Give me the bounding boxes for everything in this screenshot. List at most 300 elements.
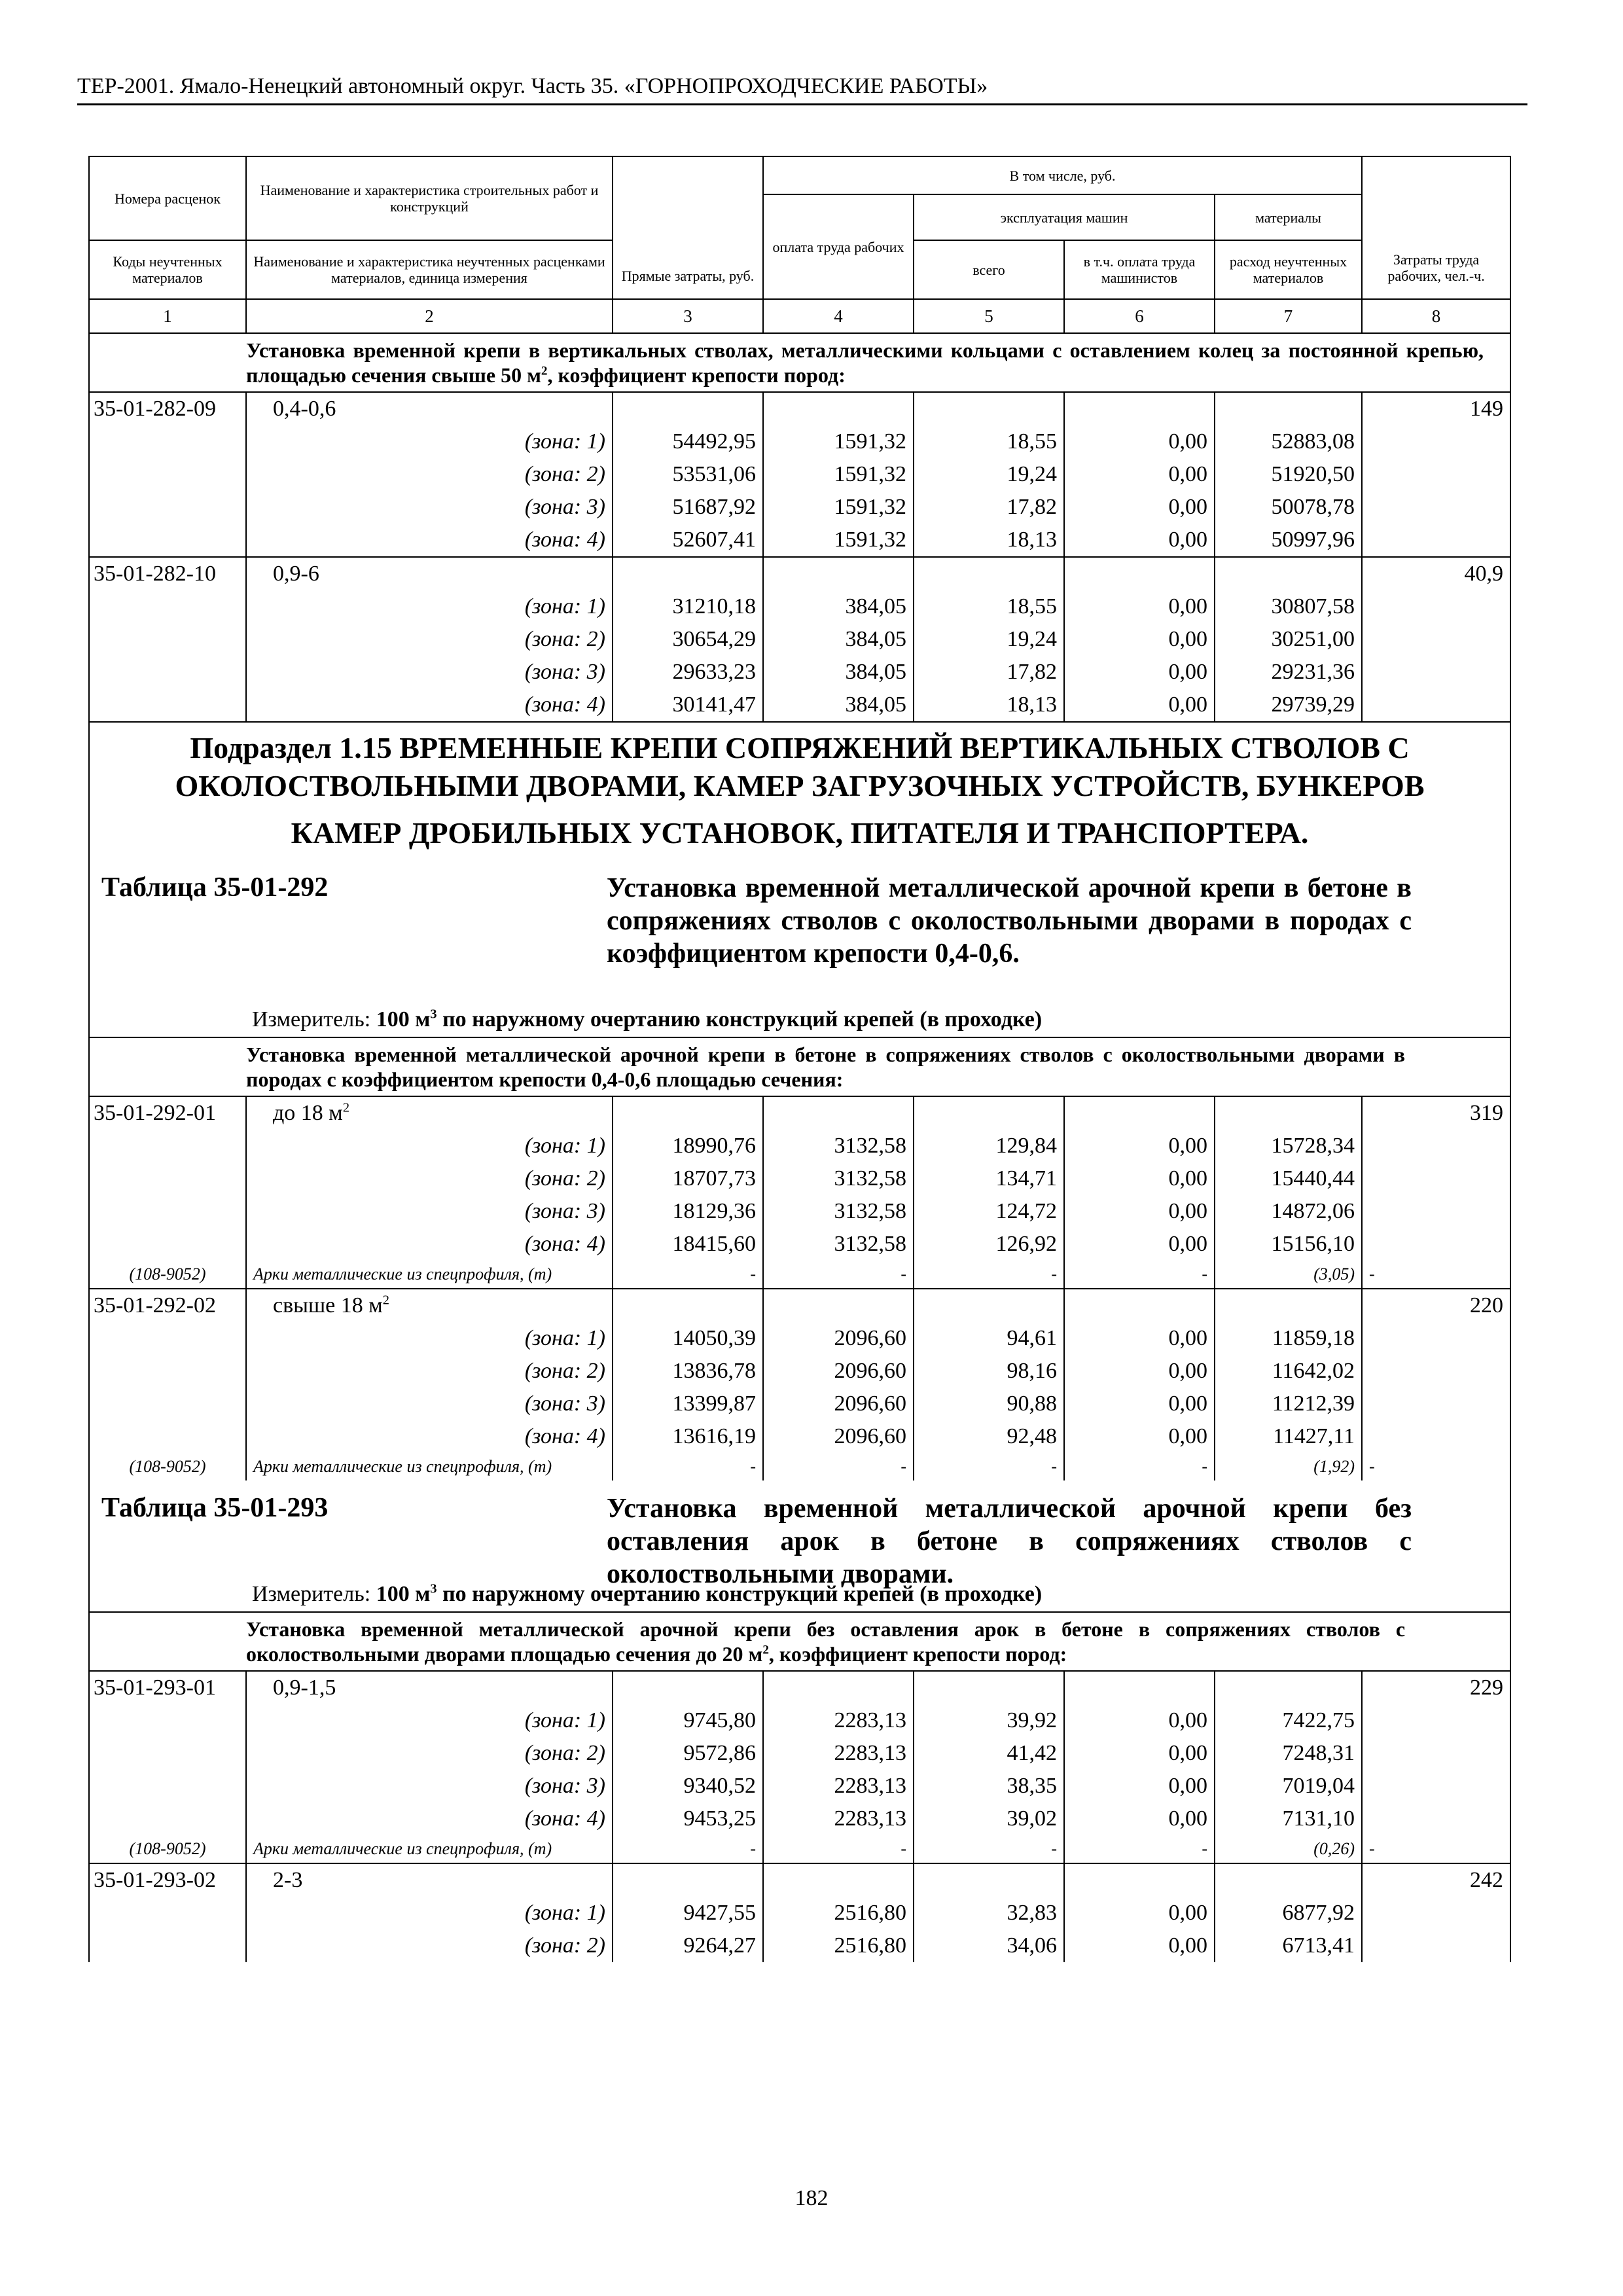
material-code: (108-9052) [89, 1261, 246, 1289]
zone-label: (зона: 4) [246, 1228, 613, 1261]
col-number: 6 [1064, 299, 1215, 333]
material-qty: (0,26) [1215, 1835, 1362, 1863]
empty-cell [763, 557, 914, 590]
labor-cost: 319 [1362, 1096, 1510, 1130]
price-code: 35-01-282-09 [89, 392, 246, 425]
col-matcode-header: Коды неучтенных материалов [89, 240, 246, 299]
empty-cell [1064, 557, 1215, 590]
materials-cost: 30251,00 [1215, 623, 1362, 656]
machinist-pay: 0,00 [1064, 1322, 1215, 1355]
col-mach-header: всего [914, 240, 1064, 299]
zone-label: (зона: 3) [246, 491, 613, 524]
direct-cost: 18990,76 [613, 1130, 763, 1162]
direct-cost: 9427,55 [613, 1897, 763, 1929]
empty-cell [1215, 1671, 1362, 1704]
worker-pay: 3132,58 [763, 1130, 914, 1162]
direct-cost: 53531,06 [613, 458, 763, 491]
materials-cost: 6713,41 [1215, 1929, 1362, 1962]
materials-cost: 29231,36 [1215, 656, 1362, 689]
worker-pay: 2516,80 [763, 1897, 914, 1929]
price-code: 35-01-293-01 [89, 1671, 246, 1704]
zone-label: (зона: 2) [246, 1929, 613, 1962]
machinist-pay: 0,00 [1064, 1770, 1215, 1803]
zone-label: (зона: 1) [246, 1897, 613, 1929]
worker-pay: 384,05 [763, 623, 914, 656]
empty-cell [1362, 1704, 1510, 1737]
table-title: Установка временной металлической арочной крепи без оставления арок в бетоне в сопряжениях стволов с околоствольными дворами. [607, 1494, 1412, 1589]
direct-cost: 9572,86 [613, 1737, 763, 1770]
table-row [89, 1162, 1510, 1195]
worker-pay: 2096,60 [763, 1355, 914, 1388]
col-direct-header: Прямые затраты, руб. [613, 156, 763, 299]
empty-cell [1362, 425, 1510, 458]
group-title: Установка временной металлической арочной крепи в бетоне в сопряжениях стволов с околоствольными дворами в породах с коэффициентом крепости 0,4-0,6 площадью сечения: [246, 1037, 1510, 1096]
zone-label: (зона: 3) [246, 656, 613, 689]
direct-cost: 9453,25 [613, 1803, 763, 1835]
empty-cell [89, 1770, 246, 1803]
worker-pay: 2283,13 [763, 1737, 914, 1770]
page-number: 182 [794, 2186, 829, 2210]
direct-cost: 18415,60 [613, 1228, 763, 1261]
table-row [89, 1130, 1510, 1162]
table-row [89, 656, 1510, 689]
table-row [89, 1289, 1510, 1322]
worker-pay: 3132,58 [763, 1162, 914, 1195]
direct-cost: 30654,29 [613, 623, 763, 656]
machinist-pay: 0,00 [1064, 1195, 1215, 1228]
col-number: 4 [763, 299, 914, 333]
table-row [89, 1704, 1510, 1737]
table-row [89, 1195, 1510, 1228]
dash-cell: - [914, 1835, 1064, 1863]
empty-cell [89, 425, 246, 458]
price-code: 35-01-292-02 [89, 1289, 246, 1322]
dash-cell: - [1064, 1453, 1215, 1480]
worker-pay: 2096,60 [763, 1388, 914, 1420]
empty-cell [89, 623, 246, 656]
empty-cell [1215, 557, 1362, 590]
empty-cell [89, 590, 246, 623]
machinist-pay: 0,00 [1064, 1162, 1215, 1195]
empty-cell [89, 689, 246, 722]
empty-cell [1362, 491, 1510, 524]
empty-cell [89, 524, 246, 557]
material-name: Арки металлические из спецпрофиля, (т) [246, 1261, 613, 1289]
meter-line [252, 1007, 1042, 1033]
meter-label: Измеритель: [252, 1007, 371, 1031]
machinist-pay: 0,00 [1064, 1704, 1215, 1737]
empty-cell [613, 1671, 763, 1704]
empty-cell [613, 392, 763, 425]
table-row [89, 1770, 1510, 1803]
worker-pay: 384,05 [763, 689, 914, 722]
zone-label: (зона: 4) [246, 1420, 613, 1453]
direct-cost: 9340,52 [613, 1770, 763, 1803]
direct-cost: 54492,95 [613, 425, 763, 458]
empty-cell [1362, 623, 1510, 656]
empty-cell [1064, 392, 1215, 425]
materials-cost: 7422,75 [1215, 1704, 1362, 1737]
table-number: Таблица 35-01-292 [101, 872, 329, 903]
empty-cell [1362, 1929, 1510, 1962]
table-row [89, 1228, 1510, 1261]
empty-cell [89, 656, 246, 689]
empty-cell [89, 1228, 246, 1261]
dash-cell: - [1064, 1835, 1215, 1863]
empty-cell [1362, 1420, 1510, 1453]
worker-pay: 1591,32 [763, 491, 914, 524]
table-293-block [89, 1480, 1510, 1671]
page-header: ТЕР-2001. Ямало-Ненецкий автономный округ. Часть 35. «ГОРНОПРОХОДЧЕСКИЕ РАБОТЫ» [77, 73, 1527, 105]
col-number: 5 [914, 299, 1064, 333]
meter-label: Измеритель: [252, 1582, 371, 1606]
empty-cell [1064, 1863, 1215, 1897]
machine-cost: 18,55 [914, 425, 1064, 458]
empty-cell [1362, 1737, 1510, 1770]
materials-cost: 7019,04 [1215, 1770, 1362, 1803]
materials-cost: 30807,58 [1215, 590, 1362, 623]
machine-cost: 18,13 [914, 524, 1064, 557]
direct-cost: 30141,47 [613, 689, 763, 722]
machine-cost: 98,16 [914, 1355, 1064, 1388]
materials-cost: 15728,34 [1215, 1130, 1362, 1162]
worker-pay: 384,05 [763, 656, 914, 689]
zone-label: (зона: 3) [246, 1770, 613, 1803]
work-name: 2-3 [246, 1863, 613, 1897]
col-number: 7 [1215, 299, 1362, 333]
materials-cost: 7248,31 [1215, 1737, 1362, 1770]
table-row [89, 1388, 1510, 1420]
empty-cell [1215, 392, 1362, 425]
table-row [89, 1863, 1510, 1897]
empty-cell [763, 1289, 914, 1322]
direct-cost: 31210,18 [613, 590, 763, 623]
table-row [89, 1096, 1510, 1130]
zone-label: (зона: 1) [246, 1322, 613, 1355]
empty-cell [914, 392, 1064, 425]
dash-cell: - [613, 1261, 763, 1289]
worker-pay: 2283,13 [763, 1770, 914, 1803]
machine-cost: 19,24 [914, 458, 1064, 491]
empty-cell [1215, 1096, 1362, 1130]
empty-cell [763, 392, 914, 425]
dash-cell: - [1362, 1453, 1510, 1480]
material-qty: (3,05) [1215, 1261, 1362, 1289]
zone-label: (зона: 4) [246, 689, 613, 722]
worker-pay: 384,05 [763, 590, 914, 623]
group-282-items [89, 392, 1510, 722]
dash-cell: - [763, 1261, 914, 1289]
empty-cell [89, 1420, 246, 1453]
worker-pay: 2516,80 [763, 1929, 914, 1962]
machine-cost: 41,42 [914, 1737, 1064, 1770]
worker-pay: 2096,60 [763, 1420, 914, 1453]
labor-cost: 220 [1362, 1289, 1510, 1322]
direct-cost: 51687,92 [613, 491, 763, 524]
worker-pay: 2283,13 [763, 1803, 914, 1835]
empty-cell [1362, 1355, 1510, 1388]
empty-cell [89, 1929, 246, 1962]
col-number: 1 [89, 299, 246, 333]
meter-value: 100 $м^3$ по наружному очертанию конструкций крепей (в проходке) [376, 1007, 1043, 1031]
empty-cell [89, 1195, 246, 1228]
dash-cell: - [763, 1453, 914, 1480]
subsection-title: Подраздел 1.15 ВРЕМЕННЫЕ КРЕПИ СОПРЯЖЕНИЙ ВЕРТИКАЛЬНЫХ СТВОЛОВ С ОКОЛОСТВОЛЬНЫМИ ДВОРАМИ, КАМЕР ЗАГРУЗОЧНЫХ УСТРОЙСТВ, БУНКЕРОВ [175, 731, 1425, 802]
machinist-pay: 0,00 [1064, 689, 1215, 722]
empty-cell [1362, 1195, 1510, 1228]
empty-cell [914, 1289, 1064, 1322]
materials-cost: 7131,10 [1215, 1803, 1362, 1835]
machine-cost: 17,82 [914, 491, 1064, 524]
material-row [89, 1453, 1510, 1480]
table-row [89, 623, 1510, 656]
col-number: 2 [246, 299, 613, 333]
machinist-pay: 0,00 [1064, 623, 1215, 656]
machine-cost: 129,84 [914, 1130, 1064, 1162]
direct-cost: 14050,39 [613, 1322, 763, 1355]
machine-cost: 19,24 [914, 623, 1064, 656]
zone-label: (зона: 1) [246, 590, 613, 623]
table-row [89, 1355, 1510, 1388]
price-code: 35-01-292-01 [89, 1096, 246, 1130]
materials-cost: 52883,08 [1215, 425, 1362, 458]
work-name: 0,9-1,5 [246, 1671, 613, 1704]
zone-label: (зона: 2) [246, 458, 613, 491]
col-machpay-header: в т.ч. оплата труда машинистов [1064, 240, 1215, 299]
col-labor-header: Затраты труда рабочих, чел.-ч. [1362, 156, 1510, 299]
direct-cost: 18707,73 [613, 1162, 763, 1195]
table-row [89, 1897, 1510, 1929]
machine-cost: 134,71 [914, 1162, 1064, 1195]
worker-pay: 2096,60 [763, 1322, 914, 1355]
work-name: 0,4-0,6 [246, 392, 613, 425]
machine-cost: 18,55 [914, 590, 1064, 623]
machinist-pay: 0,00 [1064, 590, 1215, 623]
materials-cost: 11212,39 [1215, 1388, 1362, 1420]
machinist-pay: 0,00 [1064, 491, 1215, 524]
table-row [89, 590, 1510, 623]
price-code: 35-01-293-02 [89, 1863, 246, 1897]
table-row [89, 1803, 1510, 1835]
direct-cost: 13616,19 [613, 1420, 763, 1453]
empty-cell [1362, 1228, 1510, 1261]
table-row [89, 1671, 1510, 1704]
materials-cost: 6877,92 [1215, 1897, 1362, 1929]
empty-cell [914, 1671, 1064, 1704]
col-machines-header: эксплуатация машин [914, 194, 1215, 240]
work-name: свыше 18 $м^2$ [246, 1289, 613, 1322]
table-number: Таблица 35-01-293 [101, 1493, 329, 1523]
table-293-heading [90, 1480, 1510, 1611]
table-293-items [89, 1671, 1510, 1962]
machinist-pay: 0,00 [1064, 656, 1215, 689]
machinist-pay: 0,00 [1064, 1388, 1215, 1420]
worker-pay: 1591,32 [763, 524, 914, 557]
empty-cell [1362, 524, 1510, 557]
worker-pay: 3132,58 [763, 1195, 914, 1228]
labor-cost: 149 [1362, 392, 1510, 425]
machinist-pay: 0,00 [1064, 524, 1215, 557]
work-name: до 18 $м^2$ [246, 1096, 613, 1130]
table-row [89, 1737, 1510, 1770]
col-codes-header: Номера расценок [89, 156, 246, 240]
empty-cell [1064, 1289, 1215, 1322]
materials-cost: 11859,18 [1215, 1322, 1362, 1355]
machinist-pay: 0,00 [1064, 1130, 1215, 1162]
empty-cell [1362, 689, 1510, 722]
empty-cell [89, 1130, 246, 1162]
table-row [89, 458, 1510, 491]
col-matname-header: Наименование и характеристика неучтенных расценками материалов, единица измерения [246, 240, 613, 299]
empty-cell [1064, 1096, 1215, 1130]
machine-cost: 124,72 [914, 1195, 1064, 1228]
direct-cost: 13399,87 [613, 1388, 763, 1420]
zone-label: (зона: 1) [246, 1130, 613, 1162]
zone-label: (зона: 4) [246, 1803, 613, 1835]
empty-cell [914, 1863, 1064, 1897]
zone-label: (зона: 2) [246, 1355, 613, 1388]
dash-cell: - [613, 1453, 763, 1480]
labor-cost: 40,9 [1362, 557, 1510, 590]
empty-cell [1362, 590, 1510, 623]
dash-cell: - [914, 1453, 1064, 1480]
empty-cell [613, 1096, 763, 1130]
empty-cell [1362, 1897, 1510, 1929]
machine-cost: 17,82 [914, 656, 1064, 689]
dash-cell: - [1064, 1261, 1215, 1289]
empty-cell [763, 1863, 914, 1897]
empty-cell [613, 1863, 763, 1897]
empty-cell [1362, 1322, 1510, 1355]
empty-cell [613, 557, 763, 590]
empty-cell [89, 1162, 246, 1195]
empty-cell [613, 1289, 763, 1322]
zone-label: (зона: 4) [246, 524, 613, 557]
empty-cell [1362, 1130, 1510, 1162]
machinist-pay: 0,00 [1064, 425, 1215, 458]
empty-cell [89, 1355, 246, 1388]
empty-cell [1362, 1162, 1510, 1195]
price-table-sheet [88, 156, 1510, 1962]
machine-cost: 39,02 [914, 1803, 1064, 1835]
direct-cost: 13836,78 [613, 1355, 763, 1388]
material-row [89, 1835, 1510, 1863]
zone-label: (зона: 2) [246, 1737, 613, 1770]
empty-cell [89, 491, 246, 524]
empty-cell [89, 1704, 246, 1737]
machinist-pay: 0,00 [1064, 1737, 1215, 1770]
machinist-pay: 0,00 [1064, 1929, 1215, 1962]
meter-line [252, 1581, 1042, 1607]
materials-cost: 15156,10 [1215, 1228, 1362, 1261]
empty-cell [89, 1803, 246, 1835]
direct-cost: 9745,80 [613, 1704, 763, 1737]
empty-cell [89, 1322, 246, 1355]
empty-cell [1215, 1289, 1362, 1322]
dash-cell: - [763, 1835, 914, 1863]
dash-cell: - [914, 1261, 1064, 1289]
table-row [89, 557, 1510, 590]
direct-cost: 18129,36 [613, 1195, 763, 1228]
zone-label: (зона: 1) [246, 1704, 613, 1737]
table-row [89, 689, 1510, 722]
machinist-pay: 0,00 [1064, 1897, 1215, 1929]
empty-cell [89, 1388, 246, 1420]
materials-cost: 11642,02 [1215, 1355, 1362, 1388]
material-code: (108-9052) [89, 1453, 246, 1480]
dash-cell: - [1362, 1261, 1510, 1289]
machine-cost: 34,06 [914, 1929, 1064, 1962]
machine-cost: 94,61 [914, 1322, 1064, 1355]
materials-cost: 14872,06 [1215, 1195, 1362, 1228]
machinist-pay: 0,00 [1064, 458, 1215, 491]
group-282 [89, 333, 1510, 392]
material-name: Арки металлические из спецпрофиля, (т) [246, 1835, 613, 1863]
materials-cost: 29739,29 [1215, 689, 1362, 722]
table-row [89, 524, 1510, 557]
price-table [88, 156, 1511, 1962]
worker-pay: 3132,58 [763, 1228, 914, 1261]
material-name: Арки металлические из спецпрофиля, (т) [246, 1453, 613, 1480]
column-numbers-row [89, 299, 1510, 333]
empty-cell [763, 1096, 914, 1130]
materials-cost: 50078,78 [1215, 491, 1362, 524]
materials-cost: 51920,50 [1215, 458, 1362, 491]
direct-cost: 29633,23 [613, 656, 763, 689]
machine-cost: 126,92 [914, 1228, 1064, 1261]
zone-label: (зона: 2) [246, 1162, 613, 1195]
col-name-header: Наименование и характеристика строительных работ и конструкций [246, 156, 613, 240]
machine-cost: 18,13 [914, 689, 1064, 722]
machinist-pay: 0,00 [1064, 1228, 1215, 1261]
table-title: Установка временной металлической арочной крепи в бетоне в сопряжениях стволов с околоствольными дворами в породах с коэффициентом крепости 0,4-0,6. [607, 873, 1412, 969]
empty-cell [89, 1737, 246, 1770]
worker-pay: 2283,13 [763, 1704, 914, 1737]
col-incl-header: В том числе, руб. [763, 156, 1362, 194]
empty-cell [89, 1897, 246, 1929]
machine-cost: 38,35 [914, 1770, 1064, 1803]
empty-cell [1215, 1863, 1362, 1897]
materials-cost: 15440,44 [1215, 1162, 1362, 1195]
machinist-pay: 0,00 [1064, 1803, 1215, 1835]
empty-cell [914, 557, 1064, 590]
direct-cost: 9264,27 [613, 1929, 763, 1962]
machine-cost: 32,83 [914, 1897, 1064, 1929]
zone-label: (зона: 3) [246, 1195, 613, 1228]
worker-pay: 1591,32 [763, 458, 914, 491]
table-row [89, 425, 1510, 458]
zone-label: (зона: 3) [246, 1388, 613, 1420]
labor-cost: 229 [1362, 1671, 1510, 1704]
empty-cell [89, 458, 246, 491]
machine-cost: 92,48 [914, 1420, 1064, 1453]
zone-label: (зона: 2) [246, 623, 613, 656]
machinist-pay: 0,00 [1064, 1355, 1215, 1388]
col-pay-header: оплата труда рабочих [763, 194, 914, 299]
worker-pay: 1591,32 [763, 425, 914, 458]
material-qty: (1,92) [1215, 1453, 1362, 1480]
table-row [89, 1929, 1510, 1962]
col-number: 3 [613, 299, 763, 333]
subsection-title-2: КАМЕР ДРОБИЛЬНЫХ УСТАНОВОК, ПИТАТЕЛЯ И ТРАНСПОРТЕРА. [291, 816, 1309, 850]
empty-cell [1362, 458, 1510, 491]
dash-cell: - [613, 1835, 763, 1863]
table-row [89, 1420, 1510, 1453]
table-row [89, 1322, 1510, 1355]
empty-cell [1362, 1803, 1510, 1835]
labor-cost: 242 [1362, 1863, 1510, 1897]
table-row [89, 392, 1510, 425]
